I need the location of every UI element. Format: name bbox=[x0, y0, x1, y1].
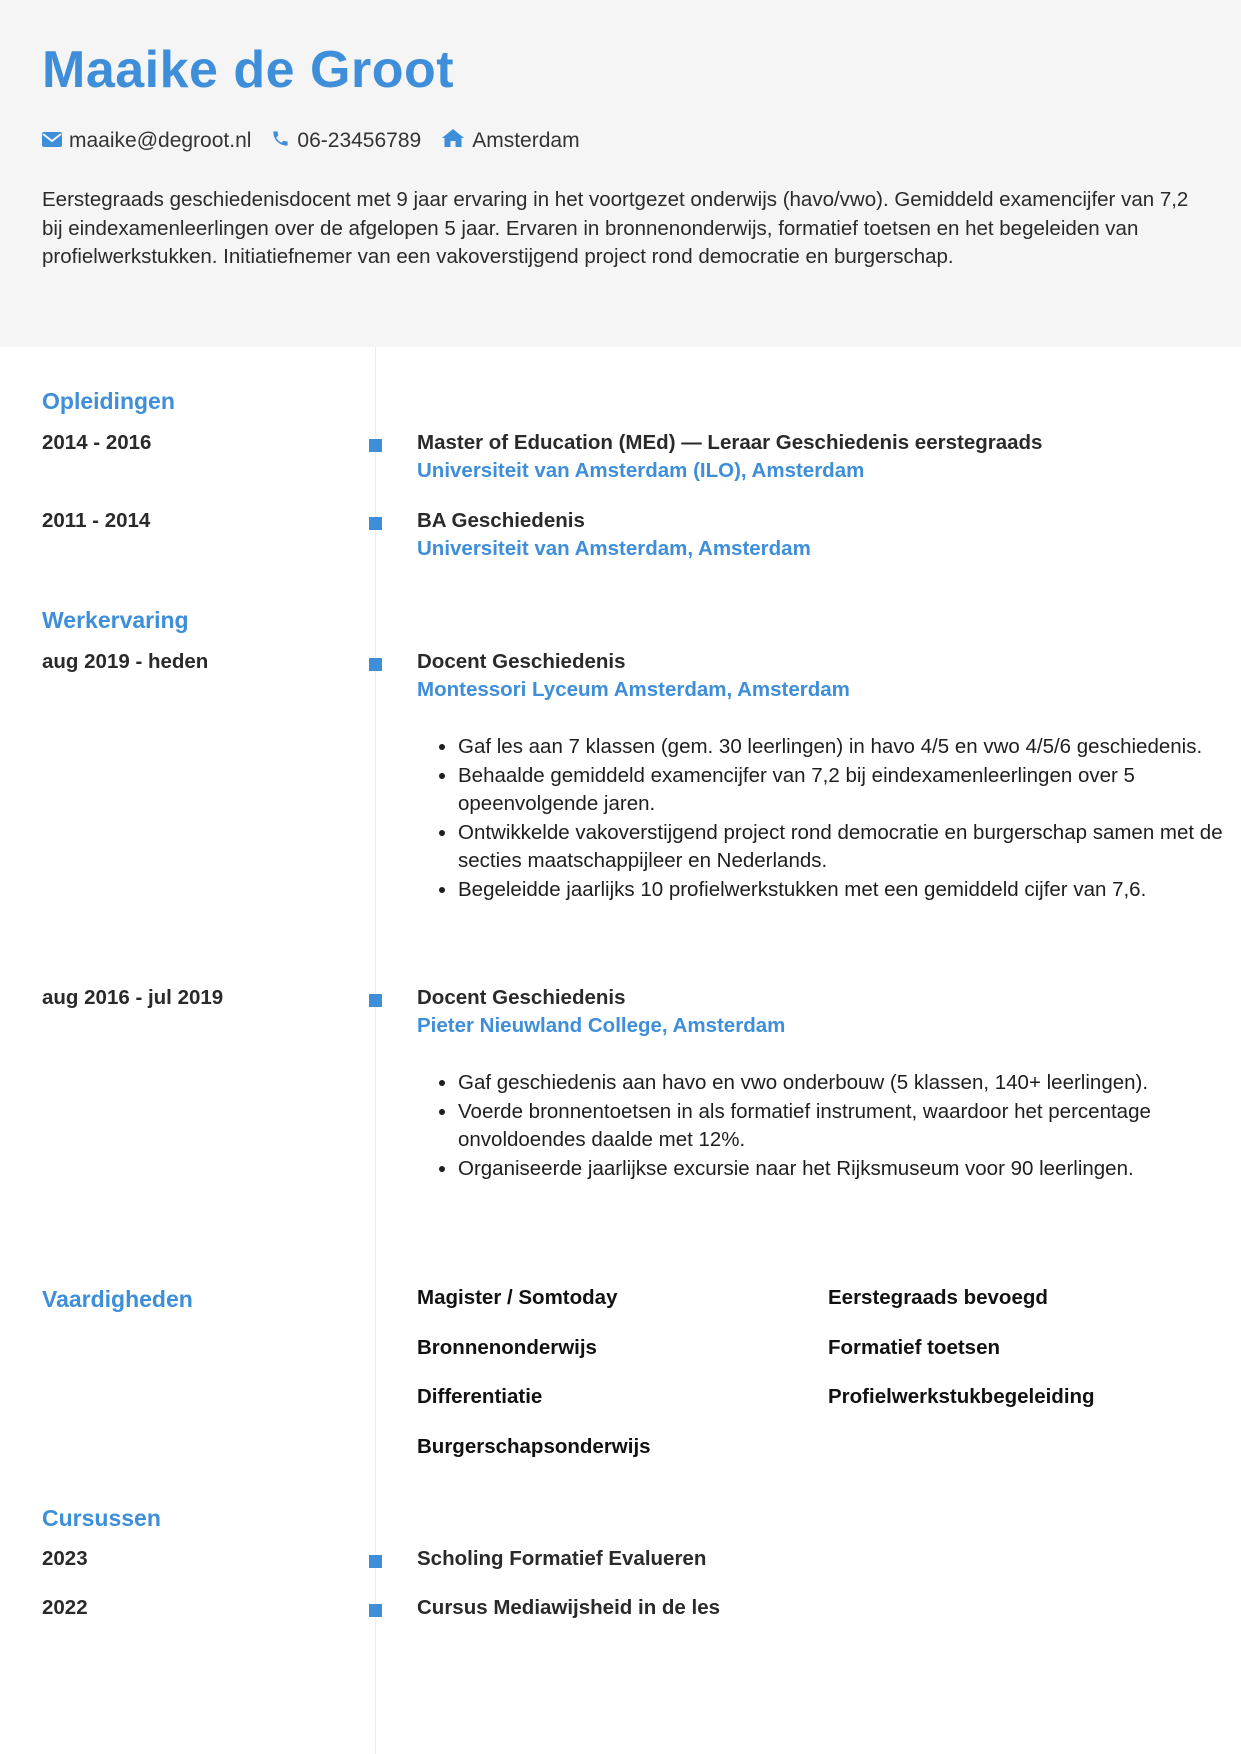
job-bullets bbox=[417, 1069, 1241, 1183]
section-title-education: Opleidingen bbox=[42, 388, 175, 414]
timeline-marker bbox=[369, 658, 382, 671]
list-item: • Gaf geschiedenis aan havo en vwo onderbouw (5 klassen, 140+ leerlingen). bbox=[458, 1069, 1241, 1098]
education-title: BA Geschiedenis bbox=[417, 509, 585, 532]
skill-item: Eerstegraads bevoegd bbox=[828, 1286, 1048, 1309]
timeline-marker bbox=[369, 439, 382, 452]
header-panel bbox=[0, 0, 1241, 347]
skill-item: Formatief toetsen bbox=[828, 1336, 1000, 1359]
list-item: • Ontwikkelde vakoverstijgend project rond democratie en burgerschap samen met de secties maatschappijleer en Nederlands. bbox=[458, 819, 1241, 876]
education-institution: Universiteit van Amsterdam (ILO), Amsterdam bbox=[417, 459, 865, 482]
job-title: Docent Geschiedenis bbox=[417, 986, 626, 1009]
list-item: • Behaalde gemiddeld examencijfer van 7,2 bij eindexamenleerlingen over 5 opeenvolgende jaren. bbox=[458, 762, 1241, 819]
list-item: • Voerde bronnentoetsen in als formatief instrument, waardoor het percentage onvoldoendes daalde met 12%. bbox=[458, 1098, 1241, 1155]
location-contact bbox=[441, 128, 579, 154]
course-year: 2023 bbox=[42, 1547, 88, 1570]
email-contact bbox=[42, 129, 251, 153]
phone-text[interactable]: 06-23456789 bbox=[297, 129, 422, 152]
email-text[interactable]: maaike@degroot.nl bbox=[69, 129, 252, 152]
envelope-icon bbox=[42, 129, 69, 153]
education-period: 2011 - 2014 bbox=[42, 509, 151, 532]
list-item: • Begeleidde jaarlijks 10 profielwerkstukken met een gemiddeld cijfer van 7,6. bbox=[458, 876, 1241, 905]
contact-info bbox=[42, 128, 600, 154]
skill-item: Burgerschapsonderwijs bbox=[417, 1435, 651, 1458]
candidate-name: Maaike de Groot bbox=[42, 41, 455, 99]
job-bullets bbox=[417, 733, 1241, 904]
job-employer: Montessori Lyceum Amsterdam, Amsterdam bbox=[417, 678, 850, 701]
list-item: • Organiseerde jaarlijkse excursie naar het Rijksmuseum voor 90 leerlingen. bbox=[458, 1155, 1241, 1184]
education-title: Master of Education (MEd) — Leraar Geschiedenis eerstegraads bbox=[417, 431, 1043, 454]
skill-item: Differentiatie bbox=[417, 1385, 543, 1408]
timeline-divider bbox=[375, 347, 376, 1754]
home-icon bbox=[441, 128, 472, 154]
phone-contact bbox=[271, 129, 421, 154]
skill-item: Bronnenonderwijs bbox=[417, 1336, 597, 1359]
timeline-marker bbox=[369, 1604, 382, 1617]
profile-summary: Eerstegraads geschiedenisdocent met 9 jaar ervaring in het voortgezet onderwijs (havo/vwo). Gemiddeld examencijfer van 7,2 bij eindexamenleerlingen over de afgelopen 5 jaar. Ervaren in bronnenonderwijs, formatief toetsen en het begeleiden van profielwerkstukken. Initiatiefnemer van een vakoverstijgend project rond democratie en burgerschap. bbox=[42, 188, 1189, 268]
timeline-marker bbox=[369, 1555, 382, 1568]
education-institution: Universiteit van Amsterdam, Amsterdam bbox=[417, 537, 811, 560]
job-title: Docent Geschiedenis bbox=[417, 650, 626, 673]
course-year: 2022 bbox=[42, 1596, 88, 1619]
location-text: Amsterdam bbox=[472, 129, 580, 152]
course-title: Scholing Formatief Evalueren bbox=[417, 1547, 707, 1570]
job-period: aug 2019 - heden bbox=[42, 650, 209, 673]
list-item: • Gaf les aan 7 klassen (gem. 30 leerlingen) in havo 4/5 en vwo 4/5/6 geschiedenis. bbox=[458, 733, 1241, 762]
section-title-skills: Vaardigheden bbox=[42, 1286, 193, 1312]
timeline-marker bbox=[369, 994, 382, 1007]
education-period: 2014 - 2016 bbox=[42, 431, 152, 454]
skill-item: Profielwerkstukbegeleiding bbox=[828, 1385, 1095, 1408]
phone-icon bbox=[271, 129, 297, 154]
skill-item: Magister / Somtoday bbox=[417, 1286, 618, 1309]
course-title: Cursus Mediawijsheid in de les bbox=[417, 1596, 721, 1619]
job-period: aug 2016 - jul 2019 bbox=[42, 986, 224, 1009]
section-title-experience: Werkervaring bbox=[42, 607, 189, 633]
job-employer: Pieter Nieuwland College, Amsterdam bbox=[417, 1014, 786, 1037]
timeline-marker bbox=[369, 517, 382, 530]
section-title-courses: Cursussen bbox=[42, 1505, 161, 1531]
